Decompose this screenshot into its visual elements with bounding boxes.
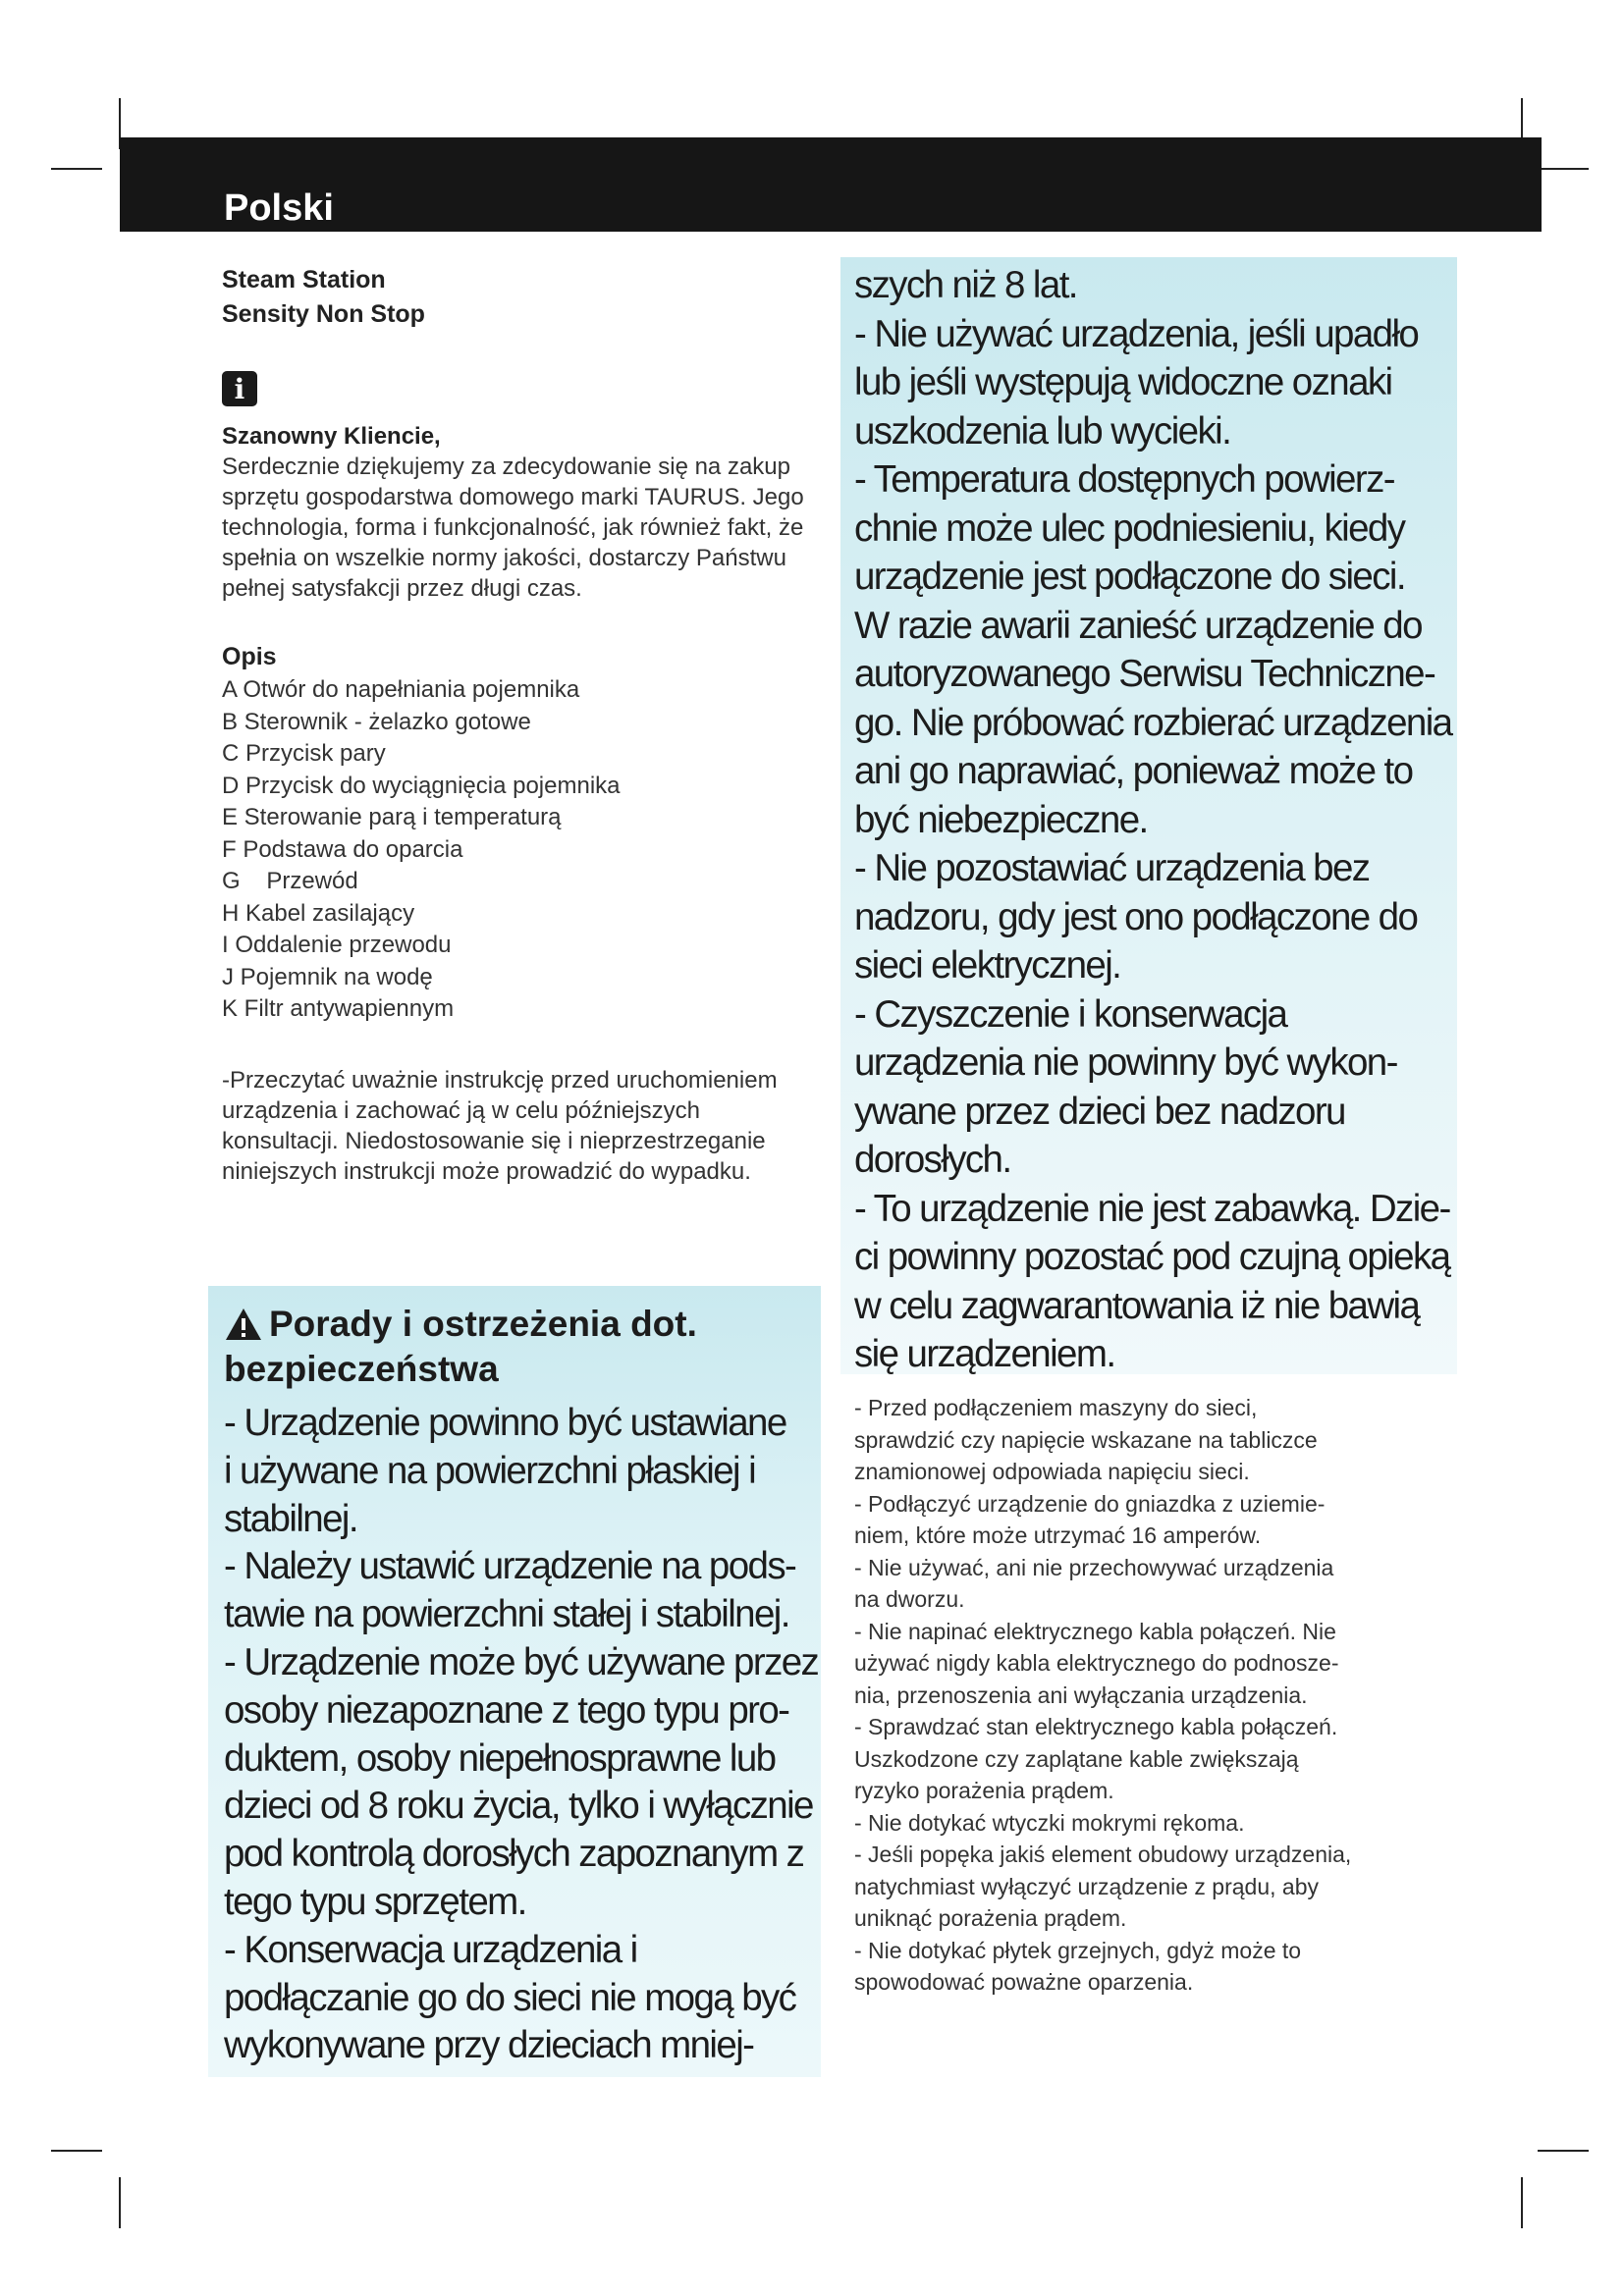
product-name-line1: Steam Station [222,266,386,294]
description-item: E Sterowanie parą i temperaturą [222,804,562,830]
safety-text-right: szych niż 8 lat. - Nie używać urządzenia, jeśli upadło lub jeśli występują widoczne oznaki uszkodzenia lub wycieki. - Temperatura dostępnych powierz- chnie może ulec podniesieniu, kiedy urządzenie jest podłączone do sieci. W razie awarii zanieść urządzenie do autoryzowanego Serwisu Techniczne- go. Nie próbować rozbierać urządzenia ani go naprawiać, ponieważ może to być niebezpieczne. - Nie pozostawiać urządzenia bez nadzoru, gdy jest ono podłączone do sieci elektrycznej. - Czyszczenie i konserwacja urządzenia nie powinny być wykon- ywane przez dzieci bez nadzoru dorosłych. - To urządzenie nie jest zabawką. Dzie- ci powinny pozostać pod czujną opieką w celu zagwarantowania iż nie bawią się urządzeniem. [854,264,1452,1375]
crop-mark-top-left-horizontal [51,168,102,170]
language-header-bar [120,137,1542,232]
description-item: B Sterownik - żelazko gotowe [222,708,531,735]
crop-mark-bottom-left-vertical [119,2177,121,2228]
safety-heading-text: Porady i ostrzeżenia dot. bezpieczeństwa [224,1304,697,1389]
description-item: K Filtr antywapiennym [222,995,455,1022]
greeting: Szanowny Kliencie, [222,423,441,450]
safety-continued-box [840,257,1457,1374]
description-item: A Otwór do napełniania pojemnika [222,676,580,703]
warning-triangle-icon [224,1307,263,1342]
description-list [222,674,821,1026]
description-item: H Kabel zasilający [222,899,415,927]
crop-mark-bottom-left-horizontal [51,2150,102,2152]
crop-mark-bottom-right-horizontal [1538,2150,1589,2152]
info-icon: i [222,371,257,406]
read-instructions-warning: -Przeczytać uważnie instrukcję przed uruchomieniem urządzenia i zachować ją w celu późniejszych konsultacji. Niedostosowanie się i nieprzestrzeganie niniejszych instrukcji może prowadzić do wypadku. [222,1066,778,1185]
description-item: I Oddalenie przewodu [222,932,452,958]
electrical-safety-text: - Przed podłączeniem maszyny do sieci, sprawdzić czy napięcie wskazane na tabliczce znamionowej odpowiada napięciu sieci. - Podłączyć urządzenie do gniazdka z uziemie- niem, które może utrzymać 16 amperów. - Nie używać, ani nie przechowywać urządzenia na dworzu. - Nie napinać elektrycznego kabla połączeń. Nie używać nigdy kabla elektrycznego do podnosze- nia, przenoszenia ani wyłączania urządzenia. - Sprawdzać stan elektrycznego kabla połączeń. Uszkodzone czy zaplątane kable zwiększają ryzyko porażenia prądem. - Nie dotykać wtyczki mokrymi rękoma. - Jeśli popęka jakiś element obudowy urządzenia, natychmiast wyłączyć urządzenie z prądu, aby uniknąć porażenia prądem. - Nie dotykać płytek grzejnych, gdyż może to spowodować poważne oparzenia. [854,1395,1352,1995]
crop-mark-top-right-horizontal [1538,168,1589,170]
left-column [222,263,821,1187]
safety-warnings-box [208,1286,821,2077]
description-item: C Przycisk pary [222,740,386,767]
description-item: F Podstawa do oparcia [222,835,463,863]
description-item: J Pojemnik na wodę [222,963,433,990]
safety-heading [224,1302,813,1392]
language-title: Polski [224,187,334,229]
product-name-line2: Sensity Non Stop [222,300,425,328]
description-item: D Przycisk do wyciągnięcia pojemnika [222,772,621,799]
crop-mark-bottom-right-vertical [1521,2177,1523,2228]
description-title: Opis [222,643,277,670]
description-item: G Przewód [222,868,358,894]
intro-paragraph: Serdecznie dziękujemy za zdecydowanie się na zakup sprzętu gospodarstwa domowego marki TAURUS. Jego technologia, forma i funkcjonalność, jak również fakt, że spełnia on wszelkie normy jakości, dostarczy Państwu pełnej satysfakcji przez długi czas. [222,454,804,602]
safety-text-left: - Urządzenie powinno być ustawiane i używane na powierzchni płaskiej i stabilnej. - Należy ustawić urządzenie na pods- tawie na powierzchni stałej i stabilnej. - Urządzenie może być używane przez osoby niezapoznane z tego typu pro- duktem, osoby niepełnosprawne lub dzieci od 8 roku życia, tylko i wyłącznie pod kontrolą dorosłych zapoznanym z tego typu sprzętem. - Konserwacja urządzenia i podłączanie go do sieci nie mogą być wykonywane przy dzieciach mniej- [224,1402,819,2067]
